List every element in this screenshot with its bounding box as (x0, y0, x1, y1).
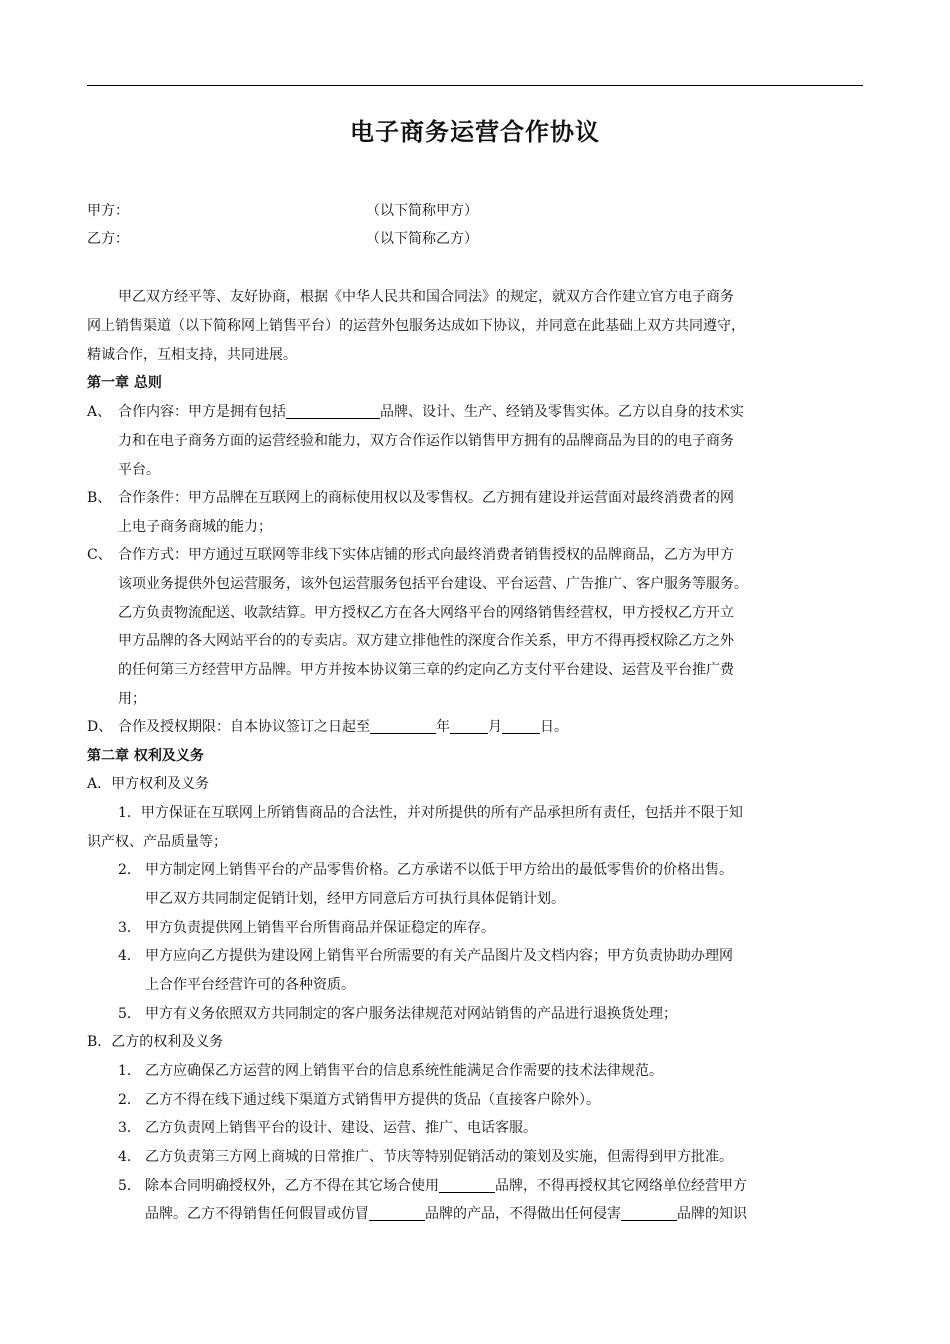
item-line: 乙方负责第三方网上商城的日常推广、节庆等特别促销活动的策划及实施，但需得到甲方批准。 (145, 1149, 733, 1165)
item-line: 甲方制定网上销售平台的产品零售价格。乙方承诺不以低于甲方给出的最低零售价的价格出售。 (145, 862, 733, 878)
item-text: 品牌。乙方不得销售任何假冒或仿冒 (145, 1206, 369, 1222)
clause-a-line: 力和在电子商务方面的运营经验和能力，双方合作运作以销售甲方拥有的品牌商品为目的的电子商务 (118, 433, 734, 449)
item-line (145, 1172, 747, 1201)
item-text: 甲方保证在互联网上所销售商品的合法性，并对所提供的所有产品承担所有责任，包括并不限于知 (140, 805, 743, 821)
item-line: 乙方应确保乙方运营的网上销售平台的信息系统性能满足合作需要的技术法律规范。 (145, 1063, 663, 1079)
chapter-heading: 第一章 总则 (87, 375, 162, 391)
item-line: 甲乙双方共同制定促销计划，经甲方同意后方可执行具体促销计划。 (145, 891, 565, 907)
header-rule (87, 85, 863, 86)
party-a-note: （以下简称甲方） (366, 203, 478, 219)
item-number: 2． (118, 862, 141, 878)
item-number: 5． (118, 1178, 141, 1194)
party-b-note: （以下简称乙方） (366, 231, 478, 247)
intro-line: 精诚合作，互相支持，共同进展。 (87, 347, 297, 363)
clause-c-line: 甲方品牌的各大网站平台的的专卖店。双方建立排他性的深度合作关系，甲方不得再授权除乙方之外 (118, 633, 734, 649)
clause-c-line: 乙方负责物流配送、收款结算。甲方授权乙方在各大网络平台的网络销售经营权，甲方授权乙方开立 (118, 605, 734, 621)
item-line (118, 799, 743, 828)
section-heading: B．乙方的权利及义务 (87, 1034, 224, 1050)
item-number: 4． (118, 948, 141, 964)
clause-text: 年 (436, 719, 450, 735)
clause-text: 合作内容：甲方是拥有包括 (118, 404, 286, 420)
item-number: 3． (118, 920, 141, 936)
item-number: 2． (118, 1092, 141, 1108)
blank-field (502, 716, 540, 734)
clause-text: 合作及授权期限：自本协议签订之日起至 (118, 719, 370, 735)
party-a-label: 甲方： (87, 203, 129, 219)
blank-field (286, 401, 380, 419)
clause-b-line: 合作条件：甲方品牌在互联网上的商标使用权以及零售权。乙方拥有建设并运营面对最终消费者的网 (118, 490, 734, 506)
clause-text: 日。 (540, 719, 568, 735)
clause-marker: C、 (87, 547, 112, 563)
clause-text: 月 (488, 719, 502, 735)
section-heading: A．甲方权利及义务 (87, 776, 210, 792)
clause-a-line: 平台。 (118, 462, 160, 478)
item-text: 除本合同明确授权外，乙方不得在其它场合使用 (145, 1178, 439, 1194)
blank-field (370, 716, 436, 734)
item-text: 品牌的产品，不得做出任何侵害 (425, 1206, 621, 1222)
clause-b-line: 上电子商务商城的能力； (118, 519, 272, 535)
item-text: 品牌的知识 (677, 1206, 747, 1222)
item-number: 4． (118, 1149, 141, 1165)
clause-c-line: 该项业务提供外包运营服务，该外包运营服务包括平台建设、平台运营、广告推广、客户服务等服务。 (118, 576, 748, 592)
item-line: 乙方负责网上销售平台的设计、建设、运营、推广、电话客服。 (145, 1120, 537, 1136)
intro-line: 网上销售渠道（以下简称网上销售平台）的运营外包服务达成如下协议，并同意在此基础上双方共同遵守， (87, 318, 745, 334)
item-number: 3． (118, 1120, 141, 1136)
item-number: 5． (118, 1006, 141, 1022)
item-line: 甲方有义务依照双方共同制定的客户服务法律规范对网站销售的产品进行退换货处理； (145, 1006, 677, 1022)
item-number: 1． (118, 805, 141, 821)
clause-c-line: 的任何第三方经营甲方品牌。甲方并按本协议第三章的约定向乙方支付平台建设、运营及平台推广费 (118, 662, 734, 678)
party-b-label: 乙方： (87, 231, 129, 247)
clause-c-line: 合作方式：甲方通过互联网等非线下实体店铺的形式向最终消费者销售授权的品牌商品，乙方为甲方 (118, 547, 734, 563)
clause-marker: D、 (87, 719, 113, 735)
item-line: 识产权、产品质量等； (87, 834, 227, 850)
item-line: 甲方负责提供网上销售平台所售商品并保证稳定的库存。 (145, 920, 495, 936)
intro-line: 甲乙双方经平等、友好协商，根据《中华人民共和国合同法》的规定，就双方合作建立官方电子商务 (118, 289, 734, 305)
clause-marker: B、 (87, 490, 112, 506)
blank-field (439, 1175, 495, 1193)
blank-field (369, 1203, 425, 1221)
clause-text: 品牌、设计、生产、经销及零售实体。乙方以自身的技术实 (380, 404, 744, 420)
clause-marker: A、 (87, 404, 112, 420)
item-number: 1． (118, 1063, 141, 1079)
item-line: 乙方不得在线下通过线下渠道方式销售甲方提供的货品（直接客户除外）。 (145, 1092, 600, 1108)
item-text: 品牌，不得再授权其它网络单位经营甲方 (495, 1178, 747, 1194)
clause-d-line (118, 713, 568, 742)
item-line: 上合作平台经营许可的各种资质。 (145, 977, 355, 993)
blank-field (621, 1203, 677, 1221)
item-line: 甲方应向乙方提供为建设网上销售平台所需要的有关产品图片及文档内容；甲方负责协助办理网 (145, 948, 733, 964)
clause-c-line: 用； (118, 691, 146, 707)
blank-field (450, 716, 488, 734)
document-title: 电子商务运营合作协议 (350, 118, 600, 146)
clause-a-line (118, 398, 744, 427)
chapter-heading: 第二章 权利及义务 (87, 748, 204, 764)
item-line (145, 1200, 747, 1229)
